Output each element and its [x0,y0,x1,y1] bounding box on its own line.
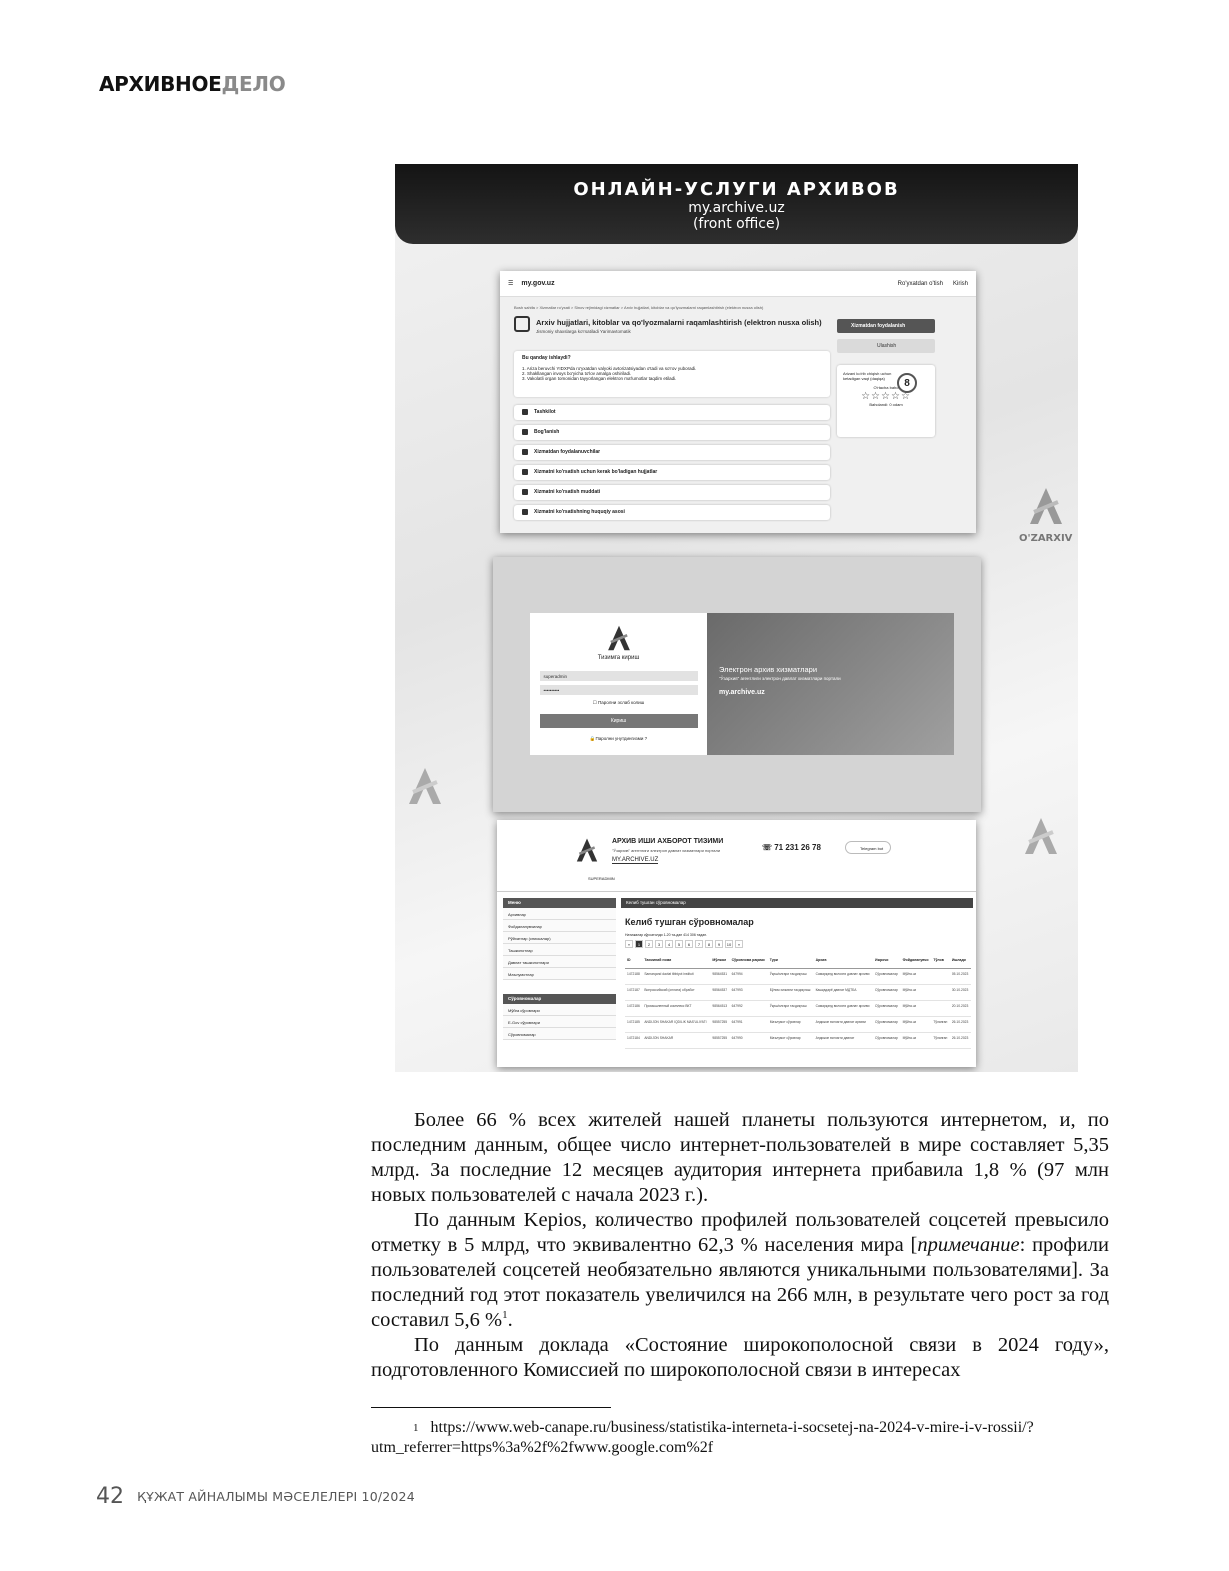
rated-count: Baholandi: 0 odam [869,402,903,407]
table-cell: Кашқадарё давлат МДТБА [814,984,873,1000]
requests-table [625,952,971,1049]
service-title-text: Arxiv hujjatlari, kitoblar va qo'lyozmalarni raqamlashtirish (elektron nusxa olish) [536,318,822,327]
promo-subtitle: "Ўзархив" агентлиги электрон давлат хизматлари портали [719,676,841,681]
register-link[interactable]: Ro'yxatdan o'tish [897,280,943,287]
page-link[interactable]: 6 [685,940,693,948]
table-cell: Сўровномалар [873,1016,901,1032]
table-cell: 1472185 [625,1016,642,1032]
column-header[interactable]: ID [625,952,642,968]
table-cell: Мўйга.uz [901,1032,932,1048]
archive-logo-icon [1024,484,1068,528]
table-cell: 647991 [730,1016,768,1032]
page-link[interactable]: 7 [695,940,703,948]
archive-logo-icon [604,623,634,653]
body-text [371,1108,1109,1383]
table-cell: Мўйга.uz [901,984,932,1000]
table-cell: ANDIJON SHAKAR IQDILIK MAS'ULIYATI [642,1016,710,1032]
table-row[interactable] [625,1032,971,1048]
page-link[interactable]: 2 [645,940,653,948]
footnote [371,1418,1109,1458]
how-title: Bu qanday ishlaydi? [522,355,571,361]
table-body [625,968,971,1048]
menu-item[interactable]: Сўровномалар [503,1028,616,1040]
table-cell: 05.10.2023 [950,968,971,984]
figure-banner [395,164,1078,244]
table-cell: Мўйга.uz [901,1016,932,1032]
table-cell: Ўқиш/илгари тасдиқлаш [768,968,814,984]
promo-title: Электрон архив хизматлари [719,665,818,674]
section-organization[interactable]: Tashkilot [514,405,830,420]
page-link[interactable]: » [735,940,743,948]
menu-item[interactable]: Рўйхатлар (спискалар) [503,932,616,944]
table-cell: Мўйга.uz [901,968,932,984]
table-row[interactable] [625,1016,971,1032]
time-value: 8 [897,373,917,393]
screenshot-login [493,557,981,812]
table-cell: 98557255 [710,1032,729,1048]
table-header-row [625,952,971,968]
paragraph-2-a: По данным Kepios, количество профилей пользователей соцсетей превысило отметку в 5 млрд, что эквивалентно 62,3 % населения мира [ [371,1209,1109,1256]
system-title: АРХИВ ИШИ АХБОРОТ ТИЗИМИ [612,838,724,845]
page-link[interactable]: 8 [705,940,713,948]
column-header[interactable]: Ижрочи [873,952,901,968]
footnote-ref[interactable]: 1 [502,1309,508,1322]
table-cell: ANDIJON SHAKAR [642,1032,710,1048]
how-it-works-card [514,351,830,397]
rating-stars[interactable]: ☆☆☆☆☆ [861,391,911,402]
archive-logo-icon [573,836,601,864]
login-promo-panel [707,613,954,755]
current-user[interactable]: SUPERADMIN [588,876,615,881]
page-link[interactable]: 3 [655,940,663,948]
breadcrumb[interactable]: Bosh sahifa > Xizmatlar ro'yxati > Sinov rejimidagi xizmatlar > Arxiv hujjatlari, kitoblar va qo'lyozmalarni raqamlashtirish (elektron nusxa olish) [514,305,764,310]
column-header[interactable]: Тури [768,952,814,968]
table-cell: 1472184 [625,1032,642,1048]
paragraph-1: Более 66 % всех жителей нашей планеты пользуются интернетом, и, по последним данным, общее число интернет-пользователей в мире составляет 5,35 млрд. За последние 12 месяцев аудитория интернета прибавила 1,8 % (97 млн новых пользователей с начала 2023 г.). [371,1109,1109,1206]
table-cell: Маълумот сўровлар [768,1032,814,1048]
table-cell: Бўлим хизмати тасдиқлаш [768,984,814,1000]
table-cell: Сўровномалар [873,984,901,1000]
header-light: ДЕЛО [221,72,286,96]
screenshot-mygov [500,271,976,533]
table-cell: 647992 [730,1000,768,1016]
pagination [625,940,973,948]
table-cell: Ўқиш/илгари тасдиқлаш [768,1000,814,1016]
table-cell: Промышленный комплекс ВКТ [642,1000,710,1016]
page-link[interactable]: 5 [675,940,683,948]
lock-icon: 🔒 [589,736,596,741]
hamburger-icon[interactable]: ☰ [508,281,514,287]
login-link[interactable]: Kirish [952,280,968,287]
running-header [99,72,285,96]
table-cell: Сўровномалар [873,968,901,984]
phone-number[interactable] [762,843,821,852]
table-cell: 647994 [730,968,768,984]
menu-item[interactable]: Архивлар [503,908,616,920]
figure [395,164,1078,1072]
promo-site: my.archive.uz [719,689,765,696]
page-link[interactable]: 1 [635,940,643,948]
paragraph-2-note: примечание [917,1234,1020,1256]
column-header[interactable]: Фойдаланувчи [901,952,932,968]
table-cell: 647993 [730,984,768,1000]
menu-item[interactable]: Фойдаланувчилар [503,920,616,932]
requests-heading: Сўровномалар [503,994,616,1004]
section-duration[interactable]: Xizmatni ko'rsatish muddati [514,485,830,500]
table-cell: 1472186 [625,1000,642,1016]
step-2: 2. Shakllangan invoys bo'yicha to'lov amalga oshiriladi. [522,371,632,376]
watermark-logo-3 [1019,814,1063,863]
header-bold: АРХИВНОЕ [99,72,222,96]
table-cell: Самарқанд вилояти давлат архиви [814,968,873,984]
stats-card [837,365,935,437]
remember-checkbox[interactable]: ☐ Паролни эслаб колиш [592,700,645,705]
section-users[interactable]: Xizmatdan foydalanuvchilar [514,445,830,460]
menu-item[interactable]: Е-Gov сўровлари [503,1016,616,1028]
username-input[interactable]: superadmin [540,671,698,681]
menu-item[interactable]: Ташкилотлар [503,944,616,956]
table-row[interactable] [625,984,971,1000]
table-cell [931,984,950,1000]
banner-site: my.archive.uz [688,200,785,216]
table-cell: Мўйга.uz [901,1000,932,1016]
admin-main [621,898,973,1049]
telegram-button[interactable]: Telegram bot [845,841,891,854]
rating-label: O'rtacha baho [873,385,899,390]
menu-heading: Меню [503,898,616,908]
table-row[interactable] [625,1000,971,1016]
share-button[interactable]: Ulashish [837,339,935,353]
table-cell: 98557255 [710,1016,729,1032]
page-number: 42 [96,1484,124,1509]
menu-item[interactable]: Мўйга сўровлари [503,1004,616,1016]
footnote-link[interactable]: https://www.web-canape.ru/business/statistika-interneta-i-socsetej-na-2024-v-mire-i-v-rossii/?utm_referrer=https%3a%2f%2fwww.google.com%2f [371,1419,1034,1456]
mygov-brand[interactable]: my.gov.uz [521,280,555,287]
phone-text: 71 231 26 78 [774,843,821,852]
watermark-text: O'ZARXIV [1019,533,1073,544]
column-header[interactable]: Мўлжал [710,952,729,968]
page-link[interactable]: 4 [665,940,673,948]
table-cell: Сўровномалар [873,1032,901,1048]
table-cell: Тўланган [931,1032,950,1048]
table-cell: Самарқанд вилояти давлат архиви [814,1000,873,1016]
page-footer [96,1484,415,1509]
section-contact[interactable]: Bog'lanish [514,425,830,440]
table-cell: 98564513 [710,1000,729,1016]
table-cell: 98564537 [710,984,729,1000]
table-cell: Андижон вилояти давлат [814,1032,873,1048]
screenshot-admin [497,820,976,1067]
admin-sidebar [503,898,616,1040]
column-header[interactable]: Архив [814,952,873,968]
footnote-number: 1 [413,1422,419,1434]
table-cell [931,968,950,984]
admin-header [497,820,976,892]
table-cell: 1472187 [625,984,642,1000]
forgot-password-link[interactable] [530,736,707,742]
table-cell: 30.10.2023 [950,984,971,1000]
login-button[interactable]: Кириш [540,714,698,728]
footnote-divider [371,1407,611,1408]
table-cell: 98564531 [710,968,729,984]
page-link[interactable]: « [625,940,633,948]
use-service-button[interactable]: Xizmatdan foydalanish [837,319,935,333]
paragraph-3: По данным доклада «Состояние широкополосной связи в 2024 году», подготовленного Комиссией по широкополосной связи в интересах [371,1334,1109,1381]
menu-item[interactable]: Маълумотлар [503,968,616,980]
watermark-logo-2 [403,764,447,813]
table-cell: 1472188 [625,968,642,984]
system-subtitle: "Ўзархив" агентлиги электрон давлат хизматлари портали [612,848,721,853]
table-cell: Маълумот сўровлар [768,1016,814,1032]
banner-title: ОНЛАЙН-УСЛУГИ АРХИВОВ [573,179,900,200]
table-cell: Андижон вилояти давлат архиви [814,1016,873,1032]
column-header[interactable]: Тўлов [931,952,950,968]
phone-icon: ☏ [762,843,775,852]
main-heading: Келиб тушган сўровномалар [625,917,754,927]
main-bar: Келиб тушган сўровномалар [621,898,973,908]
page-link[interactable]: 9 [715,940,723,948]
column-header[interactable]: Ишлади [950,952,971,968]
service-subtitle: Jismoniy shaxslarga ko'rsatiladi Yarimavtomatik [536,329,631,334]
journal-name: ҚҰЖАТ АЙНАЛЫМЫ МӘСЕЛЕЛЕРІ 10/2024 [137,1489,415,1504]
watermark-logo [1019,484,1072,544]
table-row[interactable] [625,968,971,984]
login-panel [530,613,707,755]
remember-label: Паролни эслаб колиш [598,700,645,705]
forgot-label: Паролни унутдингизми ? [595,736,648,741]
step-3: 3. Vakolatli organ tomonidan tayyorlangan elektron ma'lumotlar taqdim etiladi. [522,376,677,381]
page-link[interactable]: 10 [726,942,732,947]
table-cell: 26.10.2023 [950,1016,971,1032]
step-1: 1. Ariza beruvchi YIDXPda ro'yxatdan valyoki avtorizatsiyadan o'tadi va so'rov yuboradi. [522,366,697,371]
system-site[interactable]: MY.ARCHIVE.UZ [612,857,659,863]
table-cell: Всероссийский (оплата) обработ [642,984,710,1000]
paragraph-2: По данным Kepios, количество профилей пользователей соцсетей превысило отметку в 5 млрд, что эквивалентно 62,3 % населения мира [примечание: профили пользователей соцсетей необязательно являются уникальными пользователями]. За последний год этот показатель увеличился на 266 млн, в результате чего рост за год составил 5,6 %$^1$. [371,1209,1110,1331]
archive-logo-icon [403,764,447,808]
table-cell: Сўровномалар [873,1000,901,1016]
banner-sub: (front office) [692,216,781,232]
table-cell: 26.10.2023 [950,1032,971,1048]
table-cell: 20.10.2023 [950,1000,971,1016]
menu-item[interactable]: Давлат ташкилотлари [503,956,616,968]
document-icon [514,316,530,332]
section-documents[interactable]: Xizmatni ko'rsatish uchun kerak bo'ladigan hujjatlar [514,465,830,480]
column-header[interactable]: Сўровнома рақами [730,952,768,968]
results-meta: Натижалар кўрсатилди 1-20 та-дан 414 306 тадан. [625,933,708,937]
time-label: Arizani ko'rib chiqish uchun ketadigan vaqt (daqiqa) [843,371,892,381]
paragraph-2-b: : профили пользователей соцсетей необязательно являются уникальными пользователями]. За последний год этот показатель увеличился на 266 млн, в результате чего рост за год составил 5,6 % [371,1234,1110,1331]
section-legal[interactable]: Xizmatni ko'rsatishning huquqiy asosi [514,505,830,520]
table-cell: 647990 [730,1032,768,1048]
table-cell: Samarqand davlat tibbiyot instituti [642,968,710,984]
table-cell [931,1000,950,1016]
mygov-topbar [500,271,976,297]
column-header[interactable]: Тахминий номи [642,952,710,968]
table-cell: Тўланган [931,1016,950,1032]
archive-logo-icon [1019,814,1063,858]
login-title: Тизимга кириш [597,655,640,661]
password-input[interactable]: •••••••••• [540,685,698,695]
